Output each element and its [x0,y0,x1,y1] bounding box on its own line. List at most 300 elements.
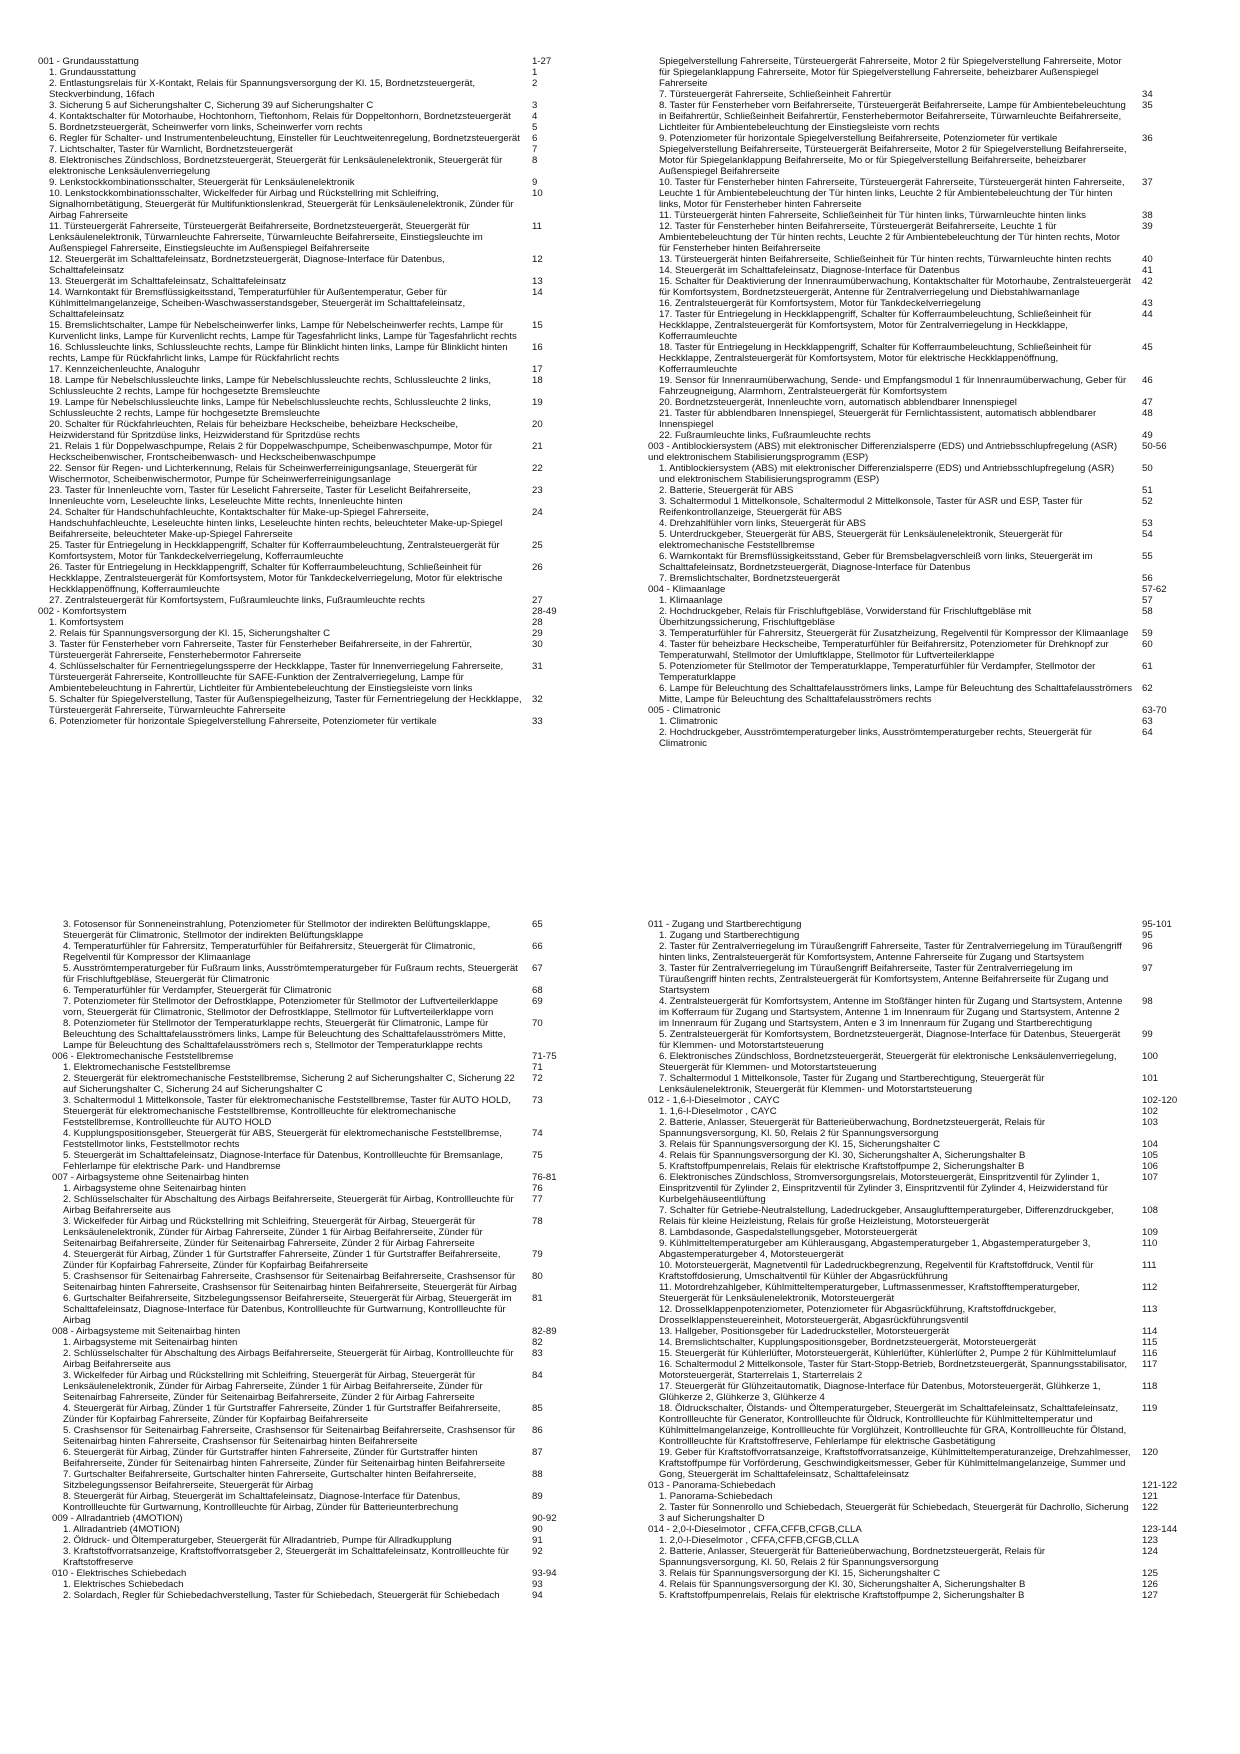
toc-section-heading [648,1480,1178,1491]
toc-subentry [648,628,1178,639]
toc-section-heading [38,56,568,67]
entry-title: 12. Drosselklappenpotenziometer, Potenziometer für Abgasrückführung, Kraftstoffdruckgeber, Drosselklappensteuereinheit, Motorsteuergerät, Abgasrückführungsventil [659,1304,1057,1326]
toc-section-heading [648,705,1178,716]
entry-title: 5. Crashsensor für Seitenairbag Fahrerseite, Crashsensor für Seitenairbag Beifahrerseite, Crashsensor für Seitenairbag hinten Fahrerseite, Crashsensor für Seitenairbag hinten Beifahrerseite [63,1425,516,1447]
toc-subentry [52,1062,568,1073]
entry-title: 3. Temperaturfühler für Fahrersitz, Steuergerät für Zusatzheizung, Regelventil für Kompressor der Klimaanlage [659,628,1129,639]
toc-subentry [38,100,568,111]
entry-title: 6. Warnkontakt für Bremsflüssigkeitsstand, Geber für Bremsbelagverschleiß vorn links, Steuergerät im Schalttafeleinsatz, Bordnetzsteuergerät, Diagnose-Interface für Datenbus [659,551,1093,573]
entry-page-number: 60 [1142,639,1153,650]
entry-page-number: 110 [1142,1238,1158,1249]
entry-page-number: 61 [1142,661,1153,672]
entry-title: 5. Bordnetzsteuergerät, Scheinwerfer vorn links, Scheinwerfer vorn rechts [49,122,363,133]
toc-subentry [648,1205,1178,1227]
toc-subentry [52,941,568,963]
entry-page-number: 69 [532,996,543,1007]
entry-page-number: 21 [532,441,543,452]
toc-subentry [38,540,568,562]
entry-page-number: 14 [532,287,543,298]
entry-title: 18. Lampe für Nebelschlussleuchte links, Lampe für Nebelschlussleuchte rechts, Schlussleuchte 2 links, Schlussleuchte 2 rechts, Lampe für hochgesetzte Bremsleuchte [49,375,492,397]
entry-page-number: 63 [1142,716,1153,727]
entry-title: 1. Antiblockiersystem (ABS) mit elektronischer Differenzialsperre (EDS) und Antriebsschlupfregelung (ASR) und elektronischem Stabilisierungsprogramm (ESP) [659,463,1115,485]
entry-title: 4. Zentralsteuergerät für Komfortsystem, Antenne im Stoßfänger hinten für Zugang und Startsystem, Antenne im Kofferraum für Zugang und Startsystem, Antenne 1 im Innenraum für Zugang und Startsystem, Antenne 2 im Innenraum für Zugang und Startsystem, Anten e 3 im Innenraum für Zugang und Startberechtigung [659,996,1123,1029]
toc-subentry [648,1238,1178,1260]
entry-page-number: 28-49 [532,606,557,617]
entry-page-number: 77 [532,1194,543,1205]
entry-title: 6. Gurtschalter Beifahrerseite, Sitzbelegungssensor Beifahrerseite, Steuergerät für Airbag, Steuergerät im Schalttafeleinsatz, Diagnose-Interface für Datenbus, Kontrollleuchte für Gurtwarnung, Kontrollleuchte für Airbag [63,1293,512,1326]
toc-subentry [52,1095,568,1128]
entry-title: 4. Temperaturfühler für Fahrersitz, Temperaturfühler für Beifahrersitz, Steuergerät für Climatronic, Regelventil für Kompressor der Klimaanlage [63,941,476,963]
toc-subentry [52,1073,568,1095]
toc-subentry [52,1447,568,1469]
entry-page-number: 90 [532,1524,543,1535]
toc-subentry [648,1150,1178,1161]
toc-subentry [648,1139,1178,1150]
toc-subentry [38,78,568,100]
entry-title: 26. Taster für Entriegelung in Heckklappengriff, Schalter für Kofferraumbeleuchtung, Schließeinheit für Heckklappe, Zentralsteuergerät für Komfortsystem, Motor für Tankdeckelverriegelung, Motor für elektrische Heckklappenöffnung, Kofferraumleuchte [49,562,503,595]
entry-page-number: 43 [1142,298,1153,309]
entry-title: 14. Bremslichtschalter, Kupplungspositionsgeber, Bordnetzsteuergerät, Motorsteuergerät [659,1337,1037,1348]
toc-section-heading [52,1172,568,1183]
entry-page-number: 72 [532,1073,543,1084]
toc-subentry [52,1216,568,1249]
toc-subentry [52,1337,568,1348]
toc-subentry [648,529,1178,551]
entry-page-number: 41 [1142,265,1153,276]
entry-title: 8. Steuergerät für Airbag, Steuergerät im Schalttafeleinsatz, Diagnose-Interface für Datenbus, Kontrollleuchte für Gurtwarnung, Kontrollleuchte für Airbag, Zünder für Batterieunterbrechung [63,1491,461,1513]
entry-title: 1. Panorama-Schiebedach [659,1491,773,1502]
toc-subentry [52,919,568,941]
entry-page-number: 18 [532,375,543,386]
entry-title: 15. Steuergerät für Kühlerlüfter, Motorsteuergerät, Kühlerlüfter, Kühlerlüfter 2, Pumpe 2 für Kühlmittelumlauf [659,1348,1117,1359]
entry-page-number: 75 [532,1150,543,1161]
entry-title: 3. Relais für Spannungsversorgung der Kl. 15, Sicherungshalter C [659,1568,941,1579]
entry-title: 3. Taster für Fensterheber vorn Fahrerseite, Taster für Fensterheber Beifahrerseite, in der Fahrertür, Türsteuergerät Fahrerseite, Fensterhebermotor Fahrerseite [49,639,473,661]
entry-title: 3. Wickelfeder für Airbag und Rückstellring mit Schleifring, Steuergerät für Airbag, Steuergerät für Lenksäulenelektronik, Zünder für Airbag Fahrerseite, Zünder 1 für Airbag Beifahrerseite, Zünder für Seitenairbag Beifahrerseite, Zünder für Seitenairbag Fahrerseite, Zünder 2 für Airbag Fahrerseite [63,1216,483,1249]
toc-subentry [38,177,568,188]
toc-section-heading [52,1051,568,1062]
entry-title: 4. Steuergerät für Airbag, Zünder 1 für Gurtstraffer Fahrerseite, Zünder 1 für Gurtstraffer Beifahrerseite, Zünder für Kopfairbag Fahrerseite, Zünder für Kopfairbag Beifahrerseite [63,1249,501,1271]
entry-page-number: 89 [532,1491,543,1502]
entry-title: 1. Airbagsysteme ohne Seitenairbag hinten [63,1183,246,1194]
entry-page-number: 120 [1142,1447,1159,1458]
entry-page-number: 59 [1142,628,1153,639]
entry-page-number: 50 [1142,463,1153,474]
entry-page-number: 47 [1142,397,1153,408]
entry-title: 13. Hallgeber, Positionsgeber für Ladedrucksteller, Motorsteuergerät [659,1326,950,1337]
entry-title: 002 - Komfortsystem [38,606,127,617]
entry-title: 1. Zugang und Startberechtigung [659,930,800,941]
toc-subentry [38,375,568,397]
toc-subentry [648,485,1178,496]
toc-subentry [38,661,568,694]
entry-title: 6. Elektronisches Zündschloss, Bordnetzsteuergerät, Steuergerät für elektronische Lenksäulenverriegelung, Steuergerät für Klemmen- und Motorstartsteuerung [659,1051,1117,1073]
toc-section-heading [648,441,1178,463]
toc-subentry [648,1326,1178,1337]
entry-page-number: 31 [532,661,543,672]
entry-page-number: 94 [532,1590,543,1601]
toc-subentry [648,1227,1178,1238]
entry-page-number: 78 [532,1216,543,1227]
toc-section-heading [648,919,1178,930]
toc-subentry [648,727,1178,749]
entry-title: 2. Batterie, Anlasser, Steuergerät für Batterieüberwachung, Bordnetzsteuergerät, Relais für Spannungsversorgung, Kl. 50, Relais 2 für Spannungsversorgung [659,1117,1046,1139]
toc-subentry [38,188,568,221]
entry-page-number: 54 [1142,529,1153,540]
entry-title: 7. Schaltermodul 1 Mittelkonsole, Taster für Zugang und Startberechtigung, Steuergerät für Lenksäulenelektronik, Steuergerät für Klemmen- und Motorstartsteuerung [659,1073,1045,1095]
entry-page-number: 29 [532,628,543,639]
toc-subentry [648,1073,1178,1095]
entry-title: 4. Relais für Spannungsversorgung der Kl. 30, Sicherungshalter A, Sicherungshalter B [659,1579,1026,1590]
entry-title: 4. Relais für Spannungsversorgung der Kl. 30, Sicherungshalter A, Sicherungshalter B [659,1150,1026,1161]
entry-title: 13. Türsteuergerät hinten Beifahrerseite, Schließeinheit für Tür hinten rechts, Türwarnleuchte hinten rechts [659,254,1112,265]
toc-subentry [52,1491,568,1513]
entry-title: 27. Zentralsteuergerät für Komfortsystem, Fußraumleuchte links, Fußraumleuchte rechts [49,595,425,606]
entry-page-number: 30 [532,639,543,650]
toc-subentry [648,1491,1178,1502]
entry-page-number: 24 [532,507,543,518]
entry-page-number: 104 [1142,1139,1159,1150]
toc-subentry [38,485,568,507]
entry-page-number: 122 [1142,1502,1159,1513]
toc-subentry [648,716,1178,727]
toc-subentry [648,430,1178,441]
toc-subentry [52,1128,568,1150]
entry-page-number: 33 [532,716,543,727]
entry-title: 5. Kraftstoffpumpenrelais, Relais für elektrische Kraftstoffpumpe 2, Sicherungshalter B [659,1161,1025,1172]
entry-title: 16. Zentralsteuergerät für Komfortsystem, Motor für Tankdeckelverriegelung [659,298,981,309]
entry-title: 15. Bremslichtschalter, Lampe für Nebelscheinwerfer links, Lampe für Nebelscheinwerfer rechts, Lampe für Kurvenlicht links, Lampe für Kurvenlicht rechts, Lampe für Tagesfahrlicht links, Lampe für Tagesfahrlicht rechts [49,320,517,342]
entry-title: 7. Bremslichtschalter, Bordnetzsteuergerät [659,573,840,584]
toc-subentry [648,1304,1178,1326]
entry-page-number: 92 [532,1546,543,1557]
entry-page-number: 76 [532,1183,543,1194]
toc-subentry [648,496,1178,518]
entry-page-number: 57-62 [1142,584,1167,595]
entry-page-number: 64 [1142,727,1153,738]
entry-page-number: 97 [1142,963,1153,974]
entry-title: 12. Taster für Fensterheber hinten Beifahrerseite, Türsteuergerät Beifahrerseite, Leuchte 1 für Ambientebeleuchtung der Tür hinten rechts, Leuchte 2 für Ambientebeleuchtung der Tür hinten rechts, Motor für Fensterheber hinten Beifahrerseite [659,221,1120,254]
entry-page-number: 102-120 [1142,1095,1178,1106]
toc-subentry [38,617,568,628]
toc-subentry [38,342,568,364]
toc-subentry [52,963,568,985]
entry-page-number: 124 [1142,1546,1159,1557]
entry-page-number: 123 [1142,1535,1159,1546]
entry-title: 2. Schlüsselschalter für Abschaltung des Airbags Beifahrerseite, Steuergerät für Airbag, Kontrollleuchte für Airbag Beifahrerseite aus [63,1348,514,1370]
entry-title: 18. Öldruckschalter, Ölstands- und Öltemperaturgeber, Steuergerät im Schalttafeleinsatz, Schalttafeleinsatz, Kontrollleuchte für Generator, Kontrollleuchte für Öldruck, Kontrollleuchte für Kühlmitteltemperatur und Kühlmittelmangelanzeige, Kontrollleuchte für Vorglühzeit, Kontrollleuchte für GRA, Kontrollleuchte für Ölstand, Kontrollleuchte für Kraftstoffreserve, Fehlerlampe für elektrische Gasbetätigung [659,1403,1127,1447]
entry-page-number: 99 [1142,1029,1153,1040]
entry-title: 9. Lenkstockkombinationsschalter, Steuergerät für Lenksäulenelektronik [49,177,355,188]
entry-title: 21. Relais 1 für Doppelwaschpumpe, Relais 2 für Doppelwaschpumpe, Scheibenwaschpumpe, Motor für Heckscheibenwischer, Frontscheibenwasch- und Heckscheibenwaschpumpe [49,441,493,463]
entry-title: 4. Schlüsselschalter für Fernentriegelungssperre der Heckklappe, Taster für Innenverriegelung Fahrerseite, Türsteuergerät Fahrerseite, Kontrollleuchte für SAFE-Funktion der Zentralverriegelung, Lampe für Ambientebeleuchtung in Fahrertür, Lichtleiter für Ambientebeleuchtung der Einstiegsleiste vorn links [49,661,504,694]
toc-subentry [648,1381,1178,1403]
entry-page-number: 3 [532,100,538,111]
entry-page-number: 105 [1142,1150,1159,1161]
entry-page-number: 81 [532,1293,543,1304]
toc-subentry [52,996,568,1018]
entry-title: 2. Batterie, Steuergerät für ABS [659,485,794,496]
entry-title: 5. Crashsensor für Seitenairbag Fahrerseite, Crashsensor für Seitenairbag Beifahrerseite, Crashsensor für Seitenairbag hinten Fahrerseite, Crashsensor für Seitenairbag hinten Beifahrerseite, Steuergerät für Airbag [63,1271,517,1293]
entry-title: 003 - Antiblockiersystem (ABS) mit elektronischer Differenzialsperre (EDS) und Antriebsschlupfregelung (ASR) und elektronischem Stabilisierungsprogramm (ESP) [648,441,1118,463]
toc-subentry [648,1568,1178,1579]
entry-title: 4. Kupplungspositionsgeber, Steuergerät für ABS, Steuergerät für elektromechanische Feststellbremse, Feststellmotor links, Feststellmotor rechts [63,1128,502,1150]
entry-page-number: 44 [1142,309,1153,320]
entry-title: 19. Geber für Kraftstoffvorratsanzeige, Kraftstoffvorratsanzeige, Kühlmitteltemperaturanzeige, Drehzahlmesser, Kraftstoffpumpe für Vorförderung, Geschwindigkeitsmesser, Geber für Kühlmittelmangelanzeige, Summer und Gong, Steuergerät im Schalttafeleinsatz, Schalttafeleinsatz [659,1447,1131,1480]
entry-title: 4. Kontaktschalter für Motorhaube, Hochtonhorn, Tieftonhorn, Relais für Doppeltonhorn, Bordnetzsteuergerät [49,111,511,122]
toc-subentry [648,276,1178,298]
toc-subentry [648,1161,1178,1172]
toc-column-bottom-right [648,919,1178,1601]
entry-page-number: 56 [1142,573,1153,584]
entry-page-number: 70 [532,1018,543,1029]
toc-section-heading [52,1513,568,1524]
entry-page-number: 82-89 [532,1326,557,1337]
entry-page-number: 19 [532,397,543,408]
entry-page-number: 11 [532,221,542,232]
entry-title: 011 - Zugang und Startberechtigung [648,919,802,930]
entry-page-number: 113 [1142,1304,1158,1315]
toc-subentry [38,254,568,276]
entry-page-number: 26 [532,562,543,573]
entry-title: 1. Climatronic [659,716,718,727]
entry-page-number: 16 [532,342,543,353]
entry-title: 9. Potenziometer für horizontale Spiegelverstellung Beifahrerseite, Potenziometer für vertikale Spiegelverstellung Beifahrerseite, Türsteuergerät Beifahrerseite, Motor 2 für Spiegelverstellung Beifahrerseite, Motor für Spiegelanklappung Beifahrerseite, Mo or für Spiegelverstellung Beifahrerseite, beheizbarer Außenspiegel Beifahrerseite [659,133,1127,177]
toc-subentry [648,1260,1178,1282]
toc-subentry [648,1029,1178,1051]
toc-subentry [648,595,1178,606]
entry-page-number: 71 [532,1062,543,1073]
entry-page-number: 58 [1142,606,1153,617]
entry-page-number: 50-56 [1142,441,1167,452]
entry-title: 24. Schalter für Handschuhfachleuchte, Kontaktschalter für Make-up-Spiegel Fahrerseite, Handschuhfachleuchte, Leseleuchte hinten links, Leseleuchte hinten rechts, beleuchteter Make-up-Spiegel Beifahrerseite, beleuchteter Make-up-Spiegel Fahrerseite [49,507,503,540]
toc-subentry [38,155,568,177]
entry-page-number: 42 [1142,276,1153,287]
toc-subentry [38,287,568,320]
toc-subentry [52,1425,568,1447]
entry-title: 11. Türsteuergerät Fahrerseite, Türsteuergerät Beifahrerseite, Bordnetzsteuergerät, Steuergerät für Lenksäulenelektronik, Türwarnleuchte Fahrerseite, Türwarnleuchte Beifahrerseite, Einstiegsleuchte im Außenspiegel Fahrerseite, Einstiegsleuchte im Außenspiegel Beifahrerseite [49,221,483,254]
entry-title: 3. Fotosensor für Sonneneinstrahlung, Potenziometer für Stellmotor der indirekten Belüftungsklappe, Steuergerät für Climatronic, Stellmotor der indirekten Belüftungsklappe [63,919,491,941]
entry-title: 12. Steuergerät im Schalttafeleinsatz, Bordnetzsteuergerät, Diagnose-Interface für Datenbus, Schalttafeleinsatz [49,254,445,276]
entry-page-number: 79 [532,1249,543,1260]
entry-page-number: 96 [1142,941,1153,952]
toc-subentry [648,210,1178,221]
entry-title: 6. Elektronisches Zündschloss, Stromversorgungsrelais, Motorsteuergerät, Einspritzventil für Zylinder 1, Einspritzventil für Zylinder 2, Einspritzventil für Zylinder 3, Einspritzventil für Zylinder 4, Heizwiderstand für Kurbelgehäuseentlüftung [659,1172,1108,1205]
toc-subentry [648,221,1178,254]
entry-title: 3. Sicherung 5 auf Sicherungshalter C, Sicherung 39 auf Sicherungshalter C [49,100,374,111]
toc-section-heading [38,606,568,617]
toc-subentry [52,1535,568,1546]
entry-page-number: 68 [532,985,543,996]
entry-page-number: 108 [1142,1205,1159,1216]
entry-page-number: 117 [1142,1359,1158,1370]
entry-page-number: 100 [1142,1051,1159,1062]
entry-title: 15. Schalter für Deaktivierung der Innenraumüberwachung, Kontaktschalter für Motorhaube, Zentralsteuergerät für Komfortsystem, Bordnetzsteuergerät, Antenne für Zentralverriegelung und Diebstahlwarnanlage [659,276,1131,298]
entry-page-number: 17 [532,364,543,375]
entry-title: 007 - Airbagsysteme ohne Seitenairbag hinten [52,1172,249,1183]
toc-subentry [38,122,568,133]
toc-subentry [648,518,1178,529]
entry-page-number: 66 [532,941,543,952]
toc-subentry [648,254,1178,265]
toc-subentry [38,111,568,122]
entry-title: 4. Steuergerät für Airbag, Zünder 1 für Gurtstraffer Fahrerseite, Zünder 1 für Gurtstraffer Beifahrerseite, Zünder für Kopfairbag Fahrerseite, Zünder für Kopfairbag Beifahrerseite [63,1403,501,1425]
entry-page-number: 1-27 [532,56,552,67]
entry-page-number: 114 [1142,1326,1158,1337]
entry-page-number: 51 [1142,485,1153,496]
toc-subentry [648,1590,1178,1601]
entry-title: 1. Elektrisches Schiebedach [63,1579,184,1590]
entry-title: 2. Hochdruckgeber, Relais für Frischluftgebläse, Vorwiderstand für Frischluftgebläse mit Überhitzungssicherung, Frischluftgebläse [659,606,1032,628]
entry-page-number: 82 [532,1337,543,1348]
entry-page-number: 84 [532,1370,543,1381]
entry-title: 1. Allradantrieb (4MOTION) [63,1524,180,1535]
entry-title: 19. Sensor für Innenraumüberwachung, Sende- und Empfangsmodul 1 für Innenraumüberwachung, Geber für Fahrzeugneigung, Alarmhorn, Zentralsteuergerät für Komfortsystem [659,375,1127,397]
entry-page-number: 37 [1142,177,1153,188]
toc-section-heading [648,584,1178,595]
entry-title: 7. Potenziometer für Stellmotor der Defrostklappe, Potenziometer für Stellmotor der Luftverteilerklappe vorn, Steuergerät für Climatronic, Stellmotor der Defrostklappe, Stellmotor für Luftverteilerklappe vorn [63,996,499,1018]
toc-subentry [648,661,1178,683]
entry-title: 3. Relais für Spannungsversorgung der Kl. 15, Sicherungshalter C [659,1139,941,1150]
entry-page-number: 74 [532,1128,543,1139]
entry-title: 10. Lenkstockkombinationsschalter, Wickelfeder für Airbag und Rückstellring mit Schleifring, Signalhornbetätigung, Steuergerät für Multifunktionslenkrad, Steuergerät für Lenksäulenelektronik, Zünder für Airbag Fahrerseite [49,188,514,221]
entry-page-number: 55 [1142,551,1153,562]
toc-subentry [648,1117,1178,1139]
toc-subentry [648,463,1178,485]
toc-subentry [38,639,568,661]
entry-title: 13. Steuergerät im Schalttafeleinsatz, Schalttafeleinsatz [49,276,287,287]
toc-subentry [648,963,1178,996]
toc-subentry [52,1348,568,1370]
toc-subentry [38,419,568,441]
entry-title: 7. Lichtschalter, Taster für Warnlicht, Bordnetzsteuergerät [49,144,293,155]
toc-subentry [648,1282,1178,1304]
entry-page-number: 121-122 [1142,1480,1178,1491]
entry-page-number: 111 [1142,1260,1157,1271]
toc-subentry [52,1590,568,1601]
entry-title: 10. Motorsteuergerät, Magnetventil für Ladedruckbegrenzung, Regelventil für Kraftstoffdruck, Ventil für Kraftstoffdosierung, Umschaltventil für Kühler der Abgasrückführung [659,1260,1094,1282]
toc-subentry [38,595,568,606]
entry-title: 6. Temperaturfühler für Verdampfer, Steuergerät für Climatronic [63,985,332,996]
entry-page-number: 40 [1142,254,1153,265]
toc-subentry [648,639,1178,661]
toc-subentry [38,628,568,639]
entry-title: 11. Motordrehzahlgeber, Kühlmitteltemperaturgeber, Luftmassenmesser, Kraftstofftemperaturgeber, Steuergerät für Lenksäulenelektronik, Motorsteuergerät [659,1282,1080,1304]
entry-title: 2. Steuergerät für elektromechanische Feststellbremse, Sicherung 2 auf Sicherungshalter C, Sicherung 22 auf Sicherungshalter C, Sicherung 24 auf Sicherungshalter C [63,1073,515,1095]
entry-page-number: 49 [1142,430,1153,441]
entry-title: 8. Potenziometer für Stellmotor der Temperaturklappe rechts, Steuergerät für Climatronic, Lampe für Beleuchtung des Schalttafelausströmers links, Lampe für Beleuchtung des Schalttafelausströmers Mitte, Lampe für Beleuchtung des Schalttafelausströmers rech s, Stellmotor der Temperaturklappe rechts [63,1018,506,1051]
entry-page-number: 67 [532,963,543,974]
entry-page-number: 62 [1142,683,1153,694]
entry-title: 3. Schaltermodul 1 Mittelkonsole, Taster für elektromechanische Feststellbremse, Taster für AUTO HOLD, Steuergerät für elektromechanische Feststellbremse, Kontrollleuchte für elektromechanische Feststellbremse, Kontrollleuchte für AUTO HOLD [63,1095,511,1128]
entry-page-number: 23 [532,485,543,496]
toc-subentry [38,716,568,727]
entry-title: 6. Steuergerät für Airbag, Zünder für Gurtstraffer hinten Fahrerseite, Zünder für Gurtstraffer hinten Beifahrerseite, Zünder für Seitenairbag hinten Fahrerseite, Zünder für Seitenairbag hinten Beifahrerseite [63,1447,506,1469]
entry-page-number: 45 [1142,342,1153,353]
entry-page-number: 73 [532,1095,543,1106]
toc-subentry [648,941,1178,963]
entry-title: 18. Taster für Entriegelung in Heckklappengriff, Schalter für Kofferraumbeleuchtung, Schließeinheit für Heckklappe, Zentralsteuergerät für Komfortsystem, Motor für elektrische Heckklappenöffnung, Kofferraumleuchte [659,342,1092,375]
entry-page-number: 46 [1142,375,1153,386]
entry-page-number: 86 [532,1425,543,1436]
toc-subentry [38,463,568,485]
entry-page-number: 65 [532,919,543,930]
entry-title: 2. Taster für Zentralverriegelung im Türaußengriff Fahrerseite, Taster für Zentralverriegelung im Türaußengriff hinten links, Zentralsteuergerät für Komfortsystem, Antenne Fahrerseite für Zugang und Startsystem [659,941,1122,963]
toc-subentry [648,375,1178,397]
entry-title: 7. Schalter für Getriebe-Neutralstellung, Ladedruckgeber, Ansauglufttemperaturgeber, Differenzdruckgeber, Relais für kleine Heizleistung, Relais für große Heizleistung, Motorsteuergerät [659,1205,1114,1227]
toc-subentry [52,1579,568,1590]
entry-page-number: 4 [532,111,538,122]
toc-subentry [648,408,1178,430]
toc-subentry [38,133,568,144]
toc-section-heading [52,1568,568,1579]
entry-title: 004 - Klimaanlage [648,584,726,595]
entry-page-number: 93-94 [532,1568,557,1579]
entry-page-number: 32 [532,694,543,705]
toc-subentry [52,1546,568,1568]
entry-title: 3. Kraftstoffvorratsanzeige, Kraftstoffvorratsgeber 2, Steuergerät im Schalttafeleinsatz, Kontrollleuchte für Kraftstoffreserve [63,1546,509,1568]
entry-title: 8. Elektronisches Zündschloss, Bordnetzsteuergerät, Steuergerät für Lenksäulenelektronik, Steuergerät für elektronische Lenksäulenverriegelung [49,155,503,177]
entry-page-number: 80 [532,1271,543,1282]
entry-page-number: 6 [532,133,538,144]
entry-page-number: 5 [532,122,538,133]
toc-column-bottom-left [52,919,568,1601]
toc-subentry [648,342,1178,375]
entry-page-number: 103 [1142,1117,1159,1128]
toc-subentry [38,507,568,540]
toc-subentry [648,1579,1178,1590]
entry-page-number: 125 [1142,1568,1159,1579]
entry-title: 20. Schalter für Rückfahrleuchten, Relais für beheizbare Heckscheibe, beheizbare Heckscheibe, Heizwiderstand für Spritzdüse links, Heizwiderstand für Spritzdüse rechts [49,419,459,441]
entry-title: 5. Zentralsteuergerät für Komfortsystem, Bordnetzsteuergerät, Diagnose-Interface für Datenbus, Steuergerät für Klemmen- und Motorstartsteuerung [659,1029,1121,1051]
entry-page-number: 76-81 [532,1172,557,1183]
entry-title: 5. Ausströmtemperaturgeber für Fußraum links, Ausströmtemperaturgeber für Fußraum rechts, Steuergerät für Frischluftgebläse, Steuergerät für Climatronic [63,963,518,985]
toc-subentry [648,265,1178,276]
entry-title: 22. Sensor für Regen- und Lichterkennung, Relais für Scheinwerferreinigungsanlage, Steuergerät für Wischermotor, Scheibenwischermotor, Pumpe für Scheinwerferreinigungsanlage [49,463,478,485]
entry-page-number: 34 [1142,89,1153,100]
entry-title: 2. Batterie, Anlasser, Steuergerät für Batterieüberwachung, Bordnetzsteuergerät, Relais für Spannungsversorgung, Kl. 50, Relais 2 für Spannungsversorgung [659,1546,1046,1568]
entry-page-number: 116 [1142,1348,1158,1359]
entry-title: 17. Taster für Entriegelung in Heckklappengriff, Schalter für Kofferraumbeleuchtung, Schließeinheit für Heckklappe, Zentralsteuergerät für Komfortsystem, Motor für Zentralverriegelung in Heckklappe, Kofferraumleuchte [659,309,1092,342]
entry-page-number: 126 [1142,1579,1159,1590]
toc-subentry [52,1249,568,1271]
toc-subentry [648,1535,1178,1546]
entry-title: 2. Hochdruckgeber, Ausströmtemperaturgeber links, Ausströmtemperaturgeber rechts, Steuergerät für Climatronic [659,727,1092,749]
entry-page-number: 102 [1142,1106,1159,1117]
toc-subentry [648,1546,1178,1568]
toc-subentry [648,1172,1178,1205]
toc-subentry [648,1348,1178,1359]
entry-title: 22. Fußraumleuchte links, Fußraumleuchte rechts [659,430,871,441]
entry-page-number: 112 [1142,1282,1158,1293]
entry-title: 005 - Climatronic [648,705,721,716]
entry-page-number: 87 [532,1447,543,1458]
toc-subentry [648,551,1178,573]
entry-title: 5. Unterdruckgeber, Steuergerät für ABS, Steuergerät für Lenksäulenelektronik, Steuergerät für elektromechanische Feststellbremse [659,529,1063,551]
entry-title: 16. Schlussleuchte links, Schlussleuchte rechts, Lampe für Blinklicht hinten links, Lampe für Blinklicht hinten rechts, Lampe für Rückfahrlicht links, Lampe für Rückfahrlicht rechts [49,342,508,364]
toc-subentry [648,298,1178,309]
entry-title: 2. Schlüsselschalter für Abschaltung des Airbags Beifahrerseite, Steuergerät für Airbag, Kontrollleuchte für Airbag Beifahrerseite aus [63,1194,514,1216]
entry-page-number: 83 [532,1348,543,1359]
entry-title: 16. Schaltermodul 2 Mittelkonsole, Taster für Start-Stopp-Betrieb, Bordnetzsteuergerät, Spannungsstabilisator, Motorsteuergerät, Starterrelais 1, Starterrelais 2 [659,1359,1128,1381]
entry-page-number: 57 [1142,595,1153,606]
entry-title: 6. Lampe für Beleuchtung des Schalttafelausströmers links, Lampe für Beleuchtung des Schalttafelausströmers Mitte, Lampe für Beleuchtung des Schalttafelausströmers rechts [659,683,1133,705]
toc-subentry [648,930,1178,941]
entry-title: 10. Taster für Fensterheber hinten Fahrerseite, Türsteuergerät Fahrerseite, Türsteuergerät hinten Fahrerseite, Leuchte 1 für Ambientebeleuchtung der Tür hinten links, Leuchte 2 für Ambientebeleuchtung der Tür hinten links, Motor für Fensterheber hinten Fahrerseite [659,177,1125,210]
toc-column-top-left [38,56,568,727]
entry-page-number: 8 [532,155,538,166]
entry-page-number: 107 [1142,1172,1159,1183]
